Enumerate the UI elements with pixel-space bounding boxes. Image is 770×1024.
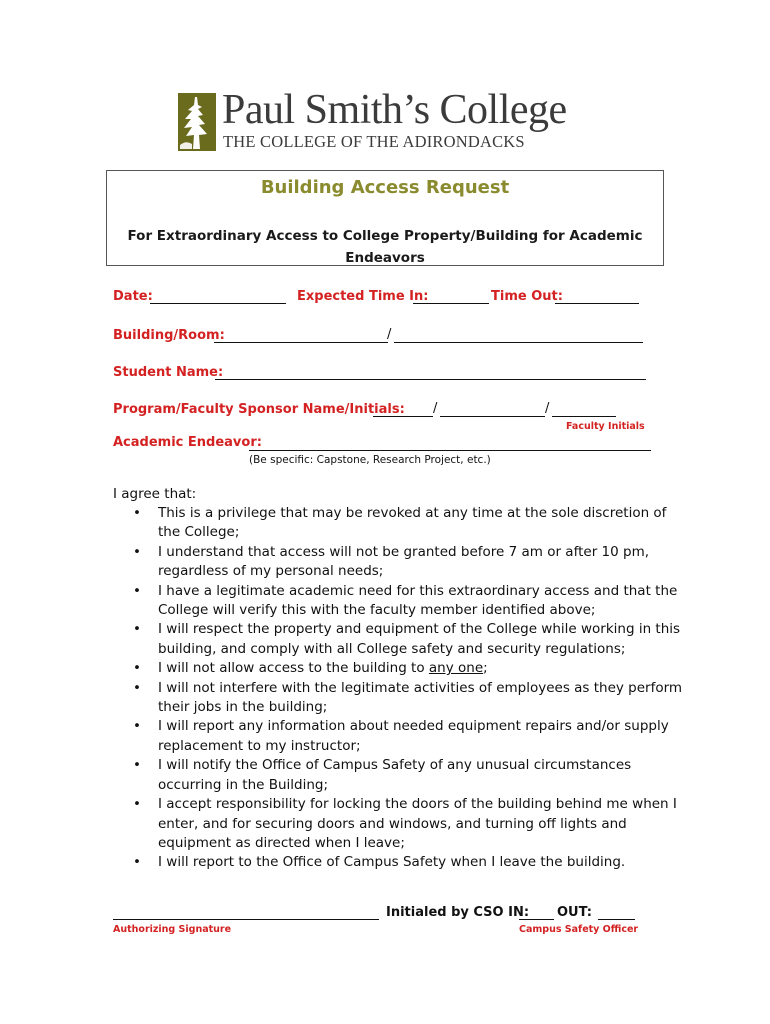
building-room-label: Building/Room: — [113, 328, 225, 343]
cso-in-field[interactable] — [519, 919, 554, 920]
page-title: Building Access Request — [260, 177, 510, 198]
list-item: • I will respect the property and equipment of the College while working in this building, and comply with all College safety and security regulations; — [133, 621, 681, 657]
cso-out-label: OUT: — [557, 905, 592, 920]
academic-endeavor-hint: (Be specific: Capstone, Research Project, etc.) — [249, 454, 491, 466]
list-item: • I will notify the Office of Campus Safety of any unusual circumstances occurring in the Building; — [133, 757, 632, 793]
student-name-field[interactable] — [215, 379, 646, 380]
college-tagline: THE COLLEGE OF THE ADIRONDACKS — [223, 132, 525, 151]
bullet-icon: • — [133, 679, 141, 696]
cso-out-field[interactable] — [598, 919, 635, 920]
bullet-icon: • — [133, 757, 141, 774]
academic-endeavor-field[interactable] — [249, 450, 651, 451]
campus-safety-officer-caption: Campus Safety Officer — [519, 924, 639, 935]
list-item: • I will report any information about needed equipment repairs and/or supply replacement to my instructor; — [133, 718, 669, 754]
date-field[interactable] — [150, 303, 286, 304]
bullet-icon: • — [133, 543, 141, 560]
academic-endeavor-label: Academic Endeavor: — [113, 435, 262, 450]
faculty-initials-caption: Faculty Initials — [566, 421, 645, 432]
bullet-icon: • — [133, 718, 141, 735]
time-out-label: Time Out: — [491, 289, 563, 304]
list-item: • I will not allow access to the building to any one; — [126, 659, 686, 678]
sponsor-separator-1: / — [433, 401, 438, 416]
program-field[interactable] — [373, 416, 433, 417]
sponsor-label: Program/Faculty Sponsor Name/Initials: — [113, 402, 405, 417]
authorizing-signature-field[interactable] — [113, 919, 379, 920]
tree-logo-icon — [178, 93, 216, 151]
bullet-icon: • — [133, 796, 141, 813]
list-item: • This is a privilege that may be revoked at any time at the sole discretion of the College; — [133, 505, 667, 541]
list-item: • I have a legitimate academic need for this extraordinary access and that the College will verify this with the faculty member identified above; — [133, 582, 678, 619]
bullet-icon: • — [133, 660, 141, 677]
sponsor-separator-2: / — [545, 401, 550, 416]
title-box — [106, 170, 664, 266]
student-name-label: Student Name: — [113, 365, 224, 380]
faculty-initials-field[interactable] — [552, 416, 616, 417]
list-item: • I accept responsibility for locking the doors of the building behind me when I enter, and for securing doors and windows, and turning off lights and equipment as directed when I leave; — [133, 796, 677, 851]
building-field[interactable] — [214, 342, 388, 343]
faculty-sponsor-name-field[interactable] — [440, 416, 545, 417]
page-subtitle: For Extraordinary Access to College Property/Building for Academic Endeavors — [127, 228, 643, 266]
date-label: Date: — [113, 289, 153, 304]
bullet-icon: • — [133, 582, 141, 599]
bullet-icon: • — [133, 505, 141, 521]
time-in-label: Expected Time In: — [297, 289, 429, 304]
bullet-icon: • — [133, 854, 141, 871]
college-name: Paul Smith’s College — [222, 87, 567, 133]
agreement-intro: I agree that: — [113, 486, 197, 502]
time-out-field[interactable] — [555, 303, 639, 304]
time-in-field[interactable] — [413, 303, 489, 304]
cso-initialed-label: Initialed by CSO IN: — [386, 905, 530, 920]
list-item: • I will report to the Office of Campus Safety when I leave the building. — [126, 853, 686, 872]
building-room-separator: / — [387, 327, 392, 342]
list-item: • I understand that access will not be granted before 7 am or after 10 pm, regardless of my personal needs; — [133, 543, 650, 580]
agreement-list — [126, 504, 686, 873]
bullet-icon: • — [133, 621, 141, 638]
room-field[interactable] — [394, 342, 643, 343]
list-item: • I will not interfere with the legitimate activities of employees as they perform their jobs in the building; — [133, 679, 683, 716]
authorizing-signature-caption: Authorizing Signature — [113, 924, 232, 935]
underlined-emphasis: any one — [428, 660, 484, 677]
